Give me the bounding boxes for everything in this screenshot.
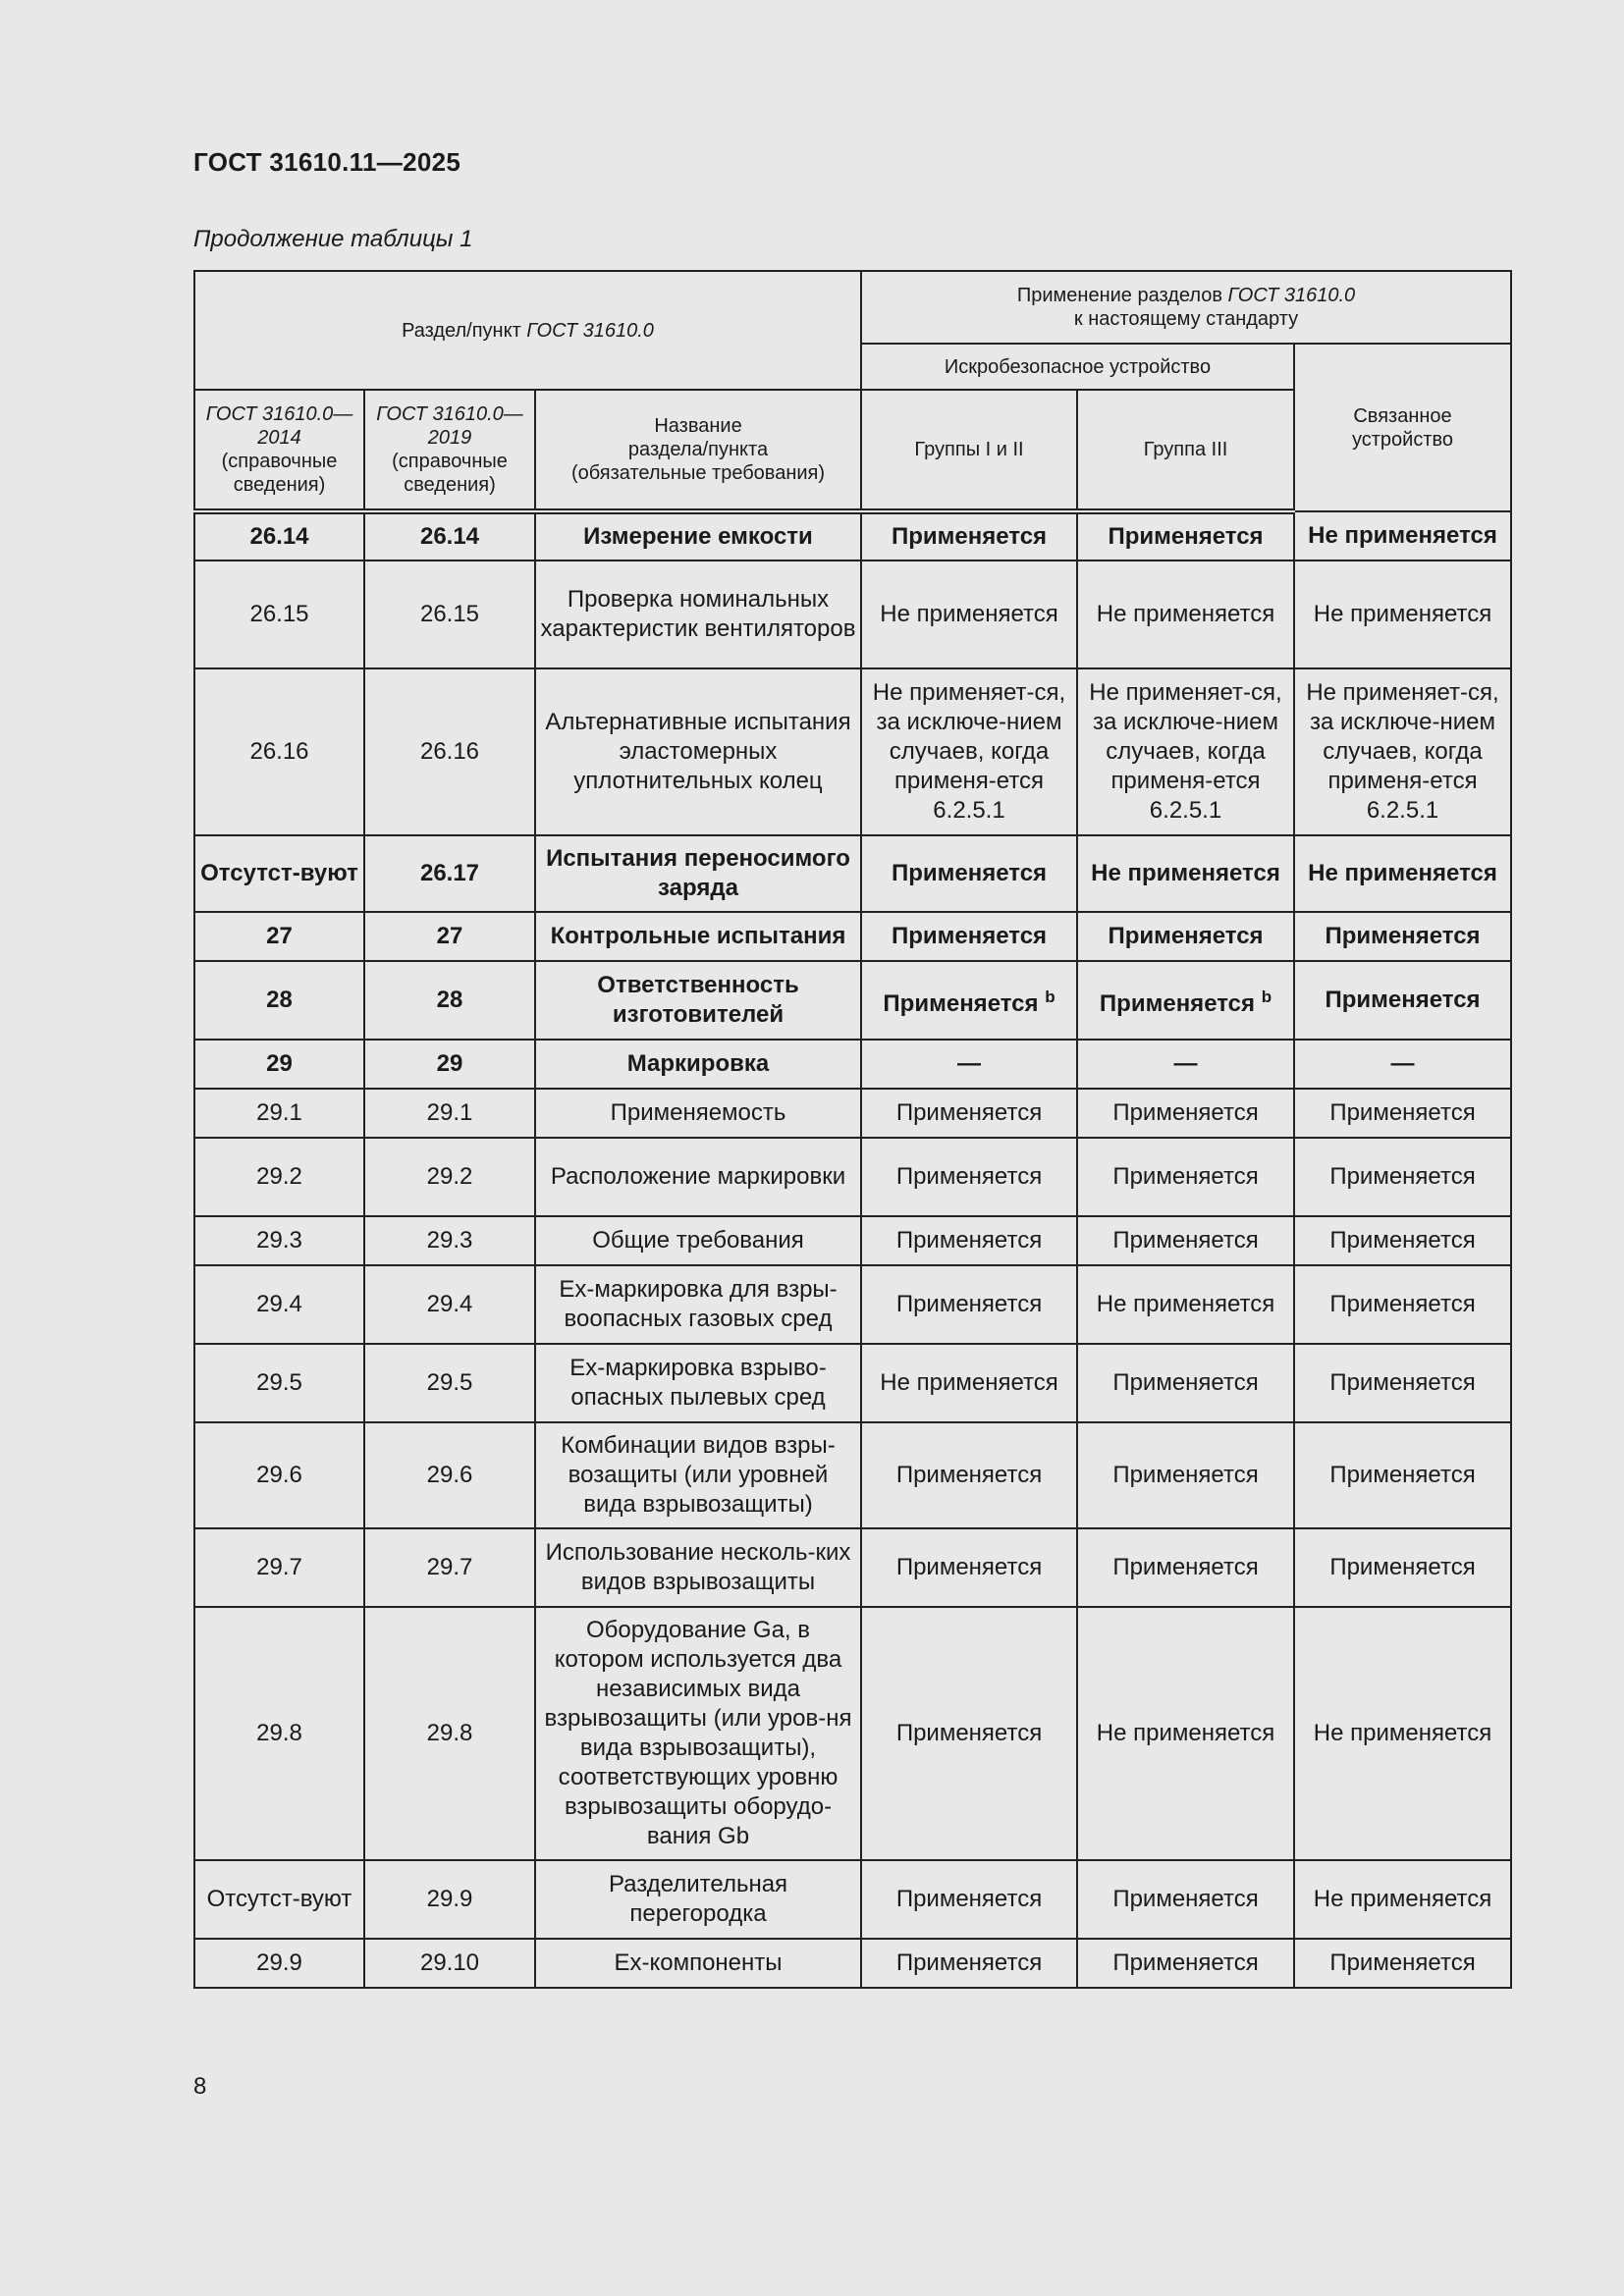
cell-groups-1-2: Применяется [861,1528,1077,1607]
cell-groups-1-2: Не применяет-ся, за исключе-нием случаев, когда применя-ется 6.2.5.1 [861,668,1077,835]
cell-section-name: Ex-компоненты [535,1939,861,1988]
table-row [194,1138,1511,1216]
cell-section-name: Общие требования [535,1216,861,1265]
cell-groups-1-2: Применяется [861,835,1077,912]
cell-group-3: Применяется [1077,1216,1294,1265]
header-group-3: Группа III [1077,390,1294,511]
table-row [194,1939,1511,1988]
header-application: Применение разделов ГОСТ 31610.0 к настоящему стандарту [861,271,1511,344]
cell-gost-2014: 26.14 [194,511,364,561]
cell-gost-2014: 29.4 [194,1265,364,1344]
cell-associated: — [1294,1040,1511,1089]
cell-associated: Применяется [1294,1138,1511,1216]
cell-section-name: Ex-маркировка для взры-воопасных газовых сред [535,1265,861,1344]
cell-groups-1-2: Применяется [861,1089,1077,1138]
cell-associated: Применяется [1294,1422,1511,1528]
table-row [194,561,1511,668]
cell-gost-2019: 26.14 [364,511,535,561]
cell-gost-2014: 27 [194,912,364,961]
cell-group-3: Применяется [1077,1344,1294,1422]
cell-section-name: Проверка номинальных характеристик вентиляторов [535,561,861,668]
header-groups-1-2: Группы I и II [861,390,1077,511]
table-row [194,1607,1511,1860]
header-section: Раздел/пункт ГОСТ 31610.0 [194,271,861,390]
cell-gost-2019: 27 [364,912,535,961]
cell-section-name: Контрольные испытания [535,912,861,961]
requirements-table [193,270,1512,1989]
cell-gost-2019: 29.1 [364,1089,535,1138]
cell-gost-2014: 29.2 [194,1138,364,1216]
cell-groups-1-2: Применяется [861,1138,1077,1216]
cell-gost-2014: 26.16 [194,668,364,835]
cell-section-name: Оборудование Ga, в котором используется два независимых вида взрывозащиты (или уров-ня вида взрывозащиты), соответствующих уровню взрывозащиты оборудо-вания Gb [535,1607,861,1860]
cell-gost-2014: 29.5 [194,1344,364,1422]
cell-group-3: Не применяется [1077,835,1294,912]
cell-section-name: Использование несколь-ких видов взрывозащиты [535,1528,861,1607]
cell-associated: Применяется [1294,1939,1511,1988]
cell-group-3: Применяется [1077,912,1294,961]
cell-group-3: Применяется [1077,1939,1294,1988]
cell-gost-2019: 29.10 [364,1939,535,1988]
table-caption: Продолжение таблицы 1 [193,226,473,252]
header-section-name: Название раздела/пункта (обязательные требования) [535,390,861,511]
footnote-marker: b [1261,987,1272,1006]
table-row [194,511,1511,561]
cell-gost-2019: 29.5 [364,1344,535,1422]
table-row [194,1216,1511,1265]
cell-gost-2014: Отсутст-вуют [194,1860,364,1939]
cell-groups-1-2: Применяется [861,1216,1077,1265]
table-row [194,835,1511,912]
cell-groups-1-2: Применяется [861,1939,1077,1988]
cell-groups-1-2: Применяется [861,1860,1077,1939]
cell-group-3: Применяется [1077,1422,1294,1528]
cell-gost-2019: 29.3 [364,1216,535,1265]
cell-gost-2019: 26.16 [364,668,535,835]
table-row [194,1040,1511,1089]
cell-groups-1-2: Не применяется [861,1344,1077,1422]
cell-section-name: Комбинации видов взры-возащиты (или уровней вида взрывозащиты) [535,1422,861,1528]
cell-section-name: Ex-маркировка взрыво-опасных пылевых сред [535,1344,861,1422]
cell-gost-2014: 29.6 [194,1422,364,1528]
table-body [194,511,1511,1988]
cell-group-3: Применяется [1077,511,1294,561]
header-intrinsic-device: Искробезопасное устройство [861,344,1294,390]
cell-associated: Применяется [1294,1089,1511,1138]
cell-associated: Применяется [1294,1216,1511,1265]
cell-group-3: Не применяется [1077,1265,1294,1344]
cell-group-3: Не применяется [1077,561,1294,668]
cell-section-name: Применяемость [535,1089,861,1138]
cell-gost-2014: 29.3 [194,1216,364,1265]
cell-gost-2019: 29.6 [364,1422,535,1528]
cell-groups-1-2: Не применяется [861,561,1077,668]
table-row [194,668,1511,835]
cell-associated: Не применяется [1294,561,1511,668]
cell-groups-1-2: — [861,1040,1077,1089]
cell-gost-2014: 29.9 [194,1939,364,1988]
cell-gost-2019: 29.2 [364,1138,535,1216]
cell-associated: Не применяется [1294,1607,1511,1860]
cell-section-name: Ответственность изготовителей [535,961,861,1040]
cell-gost-2019: 28 [364,961,535,1040]
cell-gost-2014: 28 [194,961,364,1040]
cell-gost-2014: 29 [194,1040,364,1089]
cell-gost-2019: 29 [364,1040,535,1089]
cell-section-name: Альтернативные испытания эластомерных уплотнительных колец [535,668,861,835]
cell-associated: Применяется [1294,1265,1511,1344]
cell-associated: Применяется [1294,912,1511,961]
cell-gost-2014: 29.1 [194,1089,364,1138]
cell-groups-1-2: Применяется [861,511,1077,561]
cell-gost-2019: 29.8 [364,1607,535,1860]
cell-gost-2014: 29.7 [194,1528,364,1607]
cell-group-3: Применяется [1077,1860,1294,1939]
table-row [194,1344,1511,1422]
cell-associated: Не применяет-ся, за исключе-нием случаев, когда применя-ется 6.2.5.1 [1294,668,1511,835]
cell-gost-2014: Отсутст-вуют [194,835,364,912]
cell-associated: Не применяется [1294,1860,1511,1939]
header-gost-2019: ГОСТ 31610.0—2019 (справочные сведения) [364,390,535,511]
cell-section-name: Испытания переносимого заряда [535,835,861,912]
footnote-marker: b [1045,987,1056,1006]
cell-gost-2019: 29.4 [364,1265,535,1344]
cell-gost-2014: 29.8 [194,1607,364,1860]
table-row [194,961,1511,1040]
cell-groups-1-2: Применяется [861,1422,1077,1528]
cell-group-3: — [1077,1040,1294,1089]
cell-associated: Применяется [1294,1528,1511,1607]
cell-section-name: Измерение емкости [535,511,861,561]
table-row [194,912,1511,961]
header-associated-device: Связанное устройство [1294,344,1511,511]
cell-group-3: Применяется $^b$ [1077,961,1294,1040]
header-gost-2014: ГОСТ 31610.0—2014 (справочные сведения) [194,390,364,511]
cell-section-name: Разделительная перегородка [535,1860,861,1939]
cell-gost-2014: 26.15 [194,561,364,668]
cell-associated: Не применяется [1294,835,1511,912]
table-row [194,1089,1511,1138]
cell-group-3: Применяется [1077,1528,1294,1607]
table-row [194,1860,1511,1939]
cell-section-name: Маркировка [535,1040,861,1089]
cell-gost-2019: 29.7 [364,1528,535,1607]
cell-groups-1-2: Применяется [861,1265,1077,1344]
cell-groups-1-2: Применяется $^b$ [861,961,1077,1040]
table-row [194,1422,1511,1528]
cell-gost-2019: 26.15 [364,561,535,668]
cell-gost-2019: 29.9 [364,1860,535,1939]
cell-group-3: Не применяется [1077,1607,1294,1860]
document-code: ГОСТ 31610.11—2025 [193,147,461,177]
cell-section-name: Расположение маркировки [535,1138,861,1216]
table-row [194,1265,1511,1344]
cell-gost-2019: 26.17 [364,835,535,912]
cell-group-3: Применяется [1077,1138,1294,1216]
cell-associated: Применяется [1294,961,1511,1040]
cell-groups-1-2: Применяется [861,1607,1077,1860]
cell-associated: Применяется [1294,1344,1511,1422]
cell-group-3: Не применяет-ся, за исключе-нием случаев, когда применя-ется 6.2.5.1 [1077,668,1294,835]
cell-groups-1-2: Применяется [861,912,1077,961]
table-row [194,1528,1511,1607]
page-number: 8 [193,2073,207,2100]
cell-group-3: Применяется [1077,1089,1294,1138]
cell-associated: Не применяется [1294,511,1511,561]
